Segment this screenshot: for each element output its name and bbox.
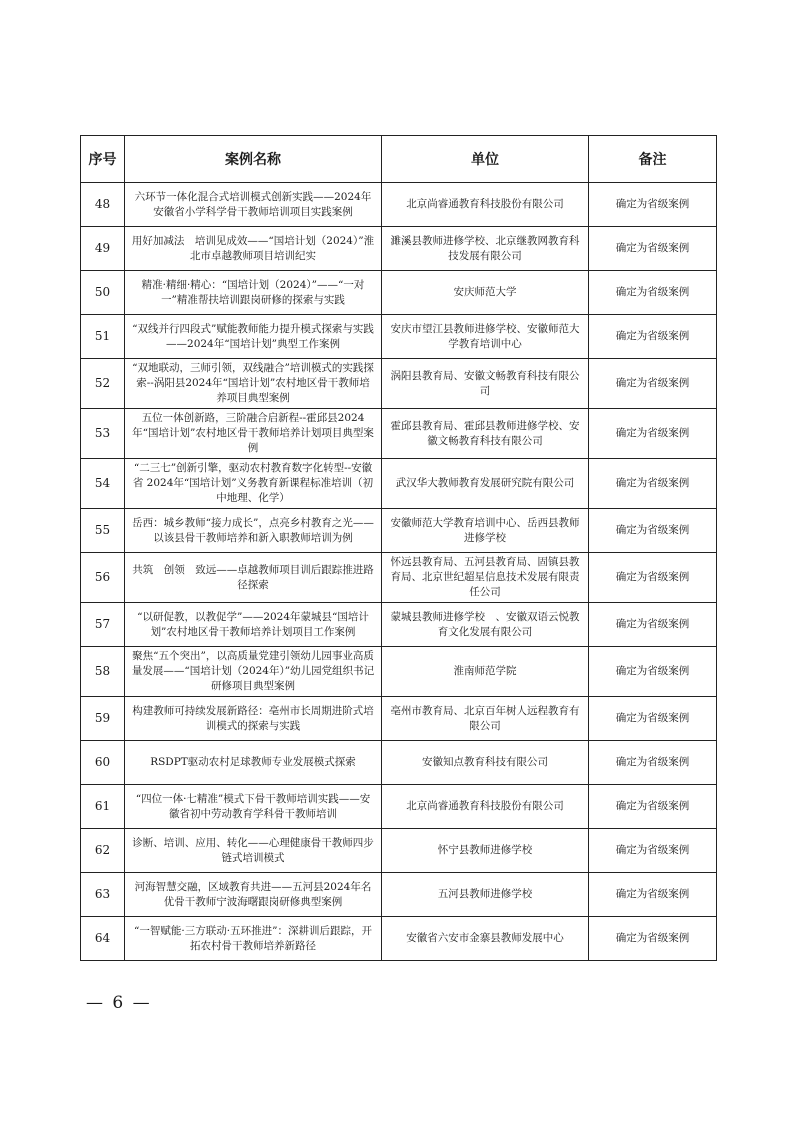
row-note: 确定为省级案例 bbox=[589, 359, 717, 409]
case-list-table-container bbox=[80, 135, 716, 961]
row-unit: 北京尚睿通教育科技股份有限公司 bbox=[382, 183, 589, 227]
row-case-name: “四位一体·七精准”模式下骨干教师培训实践——安徽省初中劳动教育学科骨干教师培训 bbox=[125, 785, 382, 829]
row-note: 确定为省级案例 bbox=[589, 873, 717, 917]
row-case-name: 用好加减法 培训见成效——“国培计划（2024）”淮北市卓越教师项目培训纪实 bbox=[125, 227, 382, 271]
row-note: 确定为省级案例 bbox=[589, 829, 717, 873]
table-row bbox=[81, 183, 717, 227]
row-unit: 北京尚睿通教育科技股份有限公司 bbox=[382, 785, 589, 829]
table-row bbox=[81, 315, 717, 359]
table-row bbox=[81, 647, 717, 697]
row-case-name: “双线并行四段式”赋能教师能力提升模式探索与实践——2024年“国培计划”典型工作案例 bbox=[125, 315, 382, 359]
row-seq: 64 bbox=[81, 917, 125, 961]
table-row bbox=[81, 509, 717, 553]
row-unit: 安庆市望江县教师进修学校、安徽师范大学教育培训中心 bbox=[382, 315, 589, 359]
table-row bbox=[81, 409, 717, 459]
row-unit: 亳州市教育局、北京百年树人远程教育有限公司 bbox=[382, 697, 589, 741]
row-case-name: 共筑 创领 致远——卓越教师项目训后跟踪推进路径探索 bbox=[125, 553, 382, 603]
row-note: 确定为省级案例 bbox=[589, 697, 717, 741]
table-row bbox=[81, 873, 717, 917]
row-seq: 51 bbox=[81, 315, 125, 359]
row-note: 确定为省级案例 bbox=[589, 183, 717, 227]
row-seq: 53 bbox=[81, 409, 125, 459]
row-seq: 49 bbox=[81, 227, 125, 271]
row-unit: 蒙城县教师进修学校 、安徽双语云悦教育文化发展有限公司 bbox=[382, 603, 589, 647]
row-note: 确定为省级案例 bbox=[589, 409, 717, 459]
row-note: 确定为省级案例 bbox=[589, 271, 717, 315]
row-case-name: 诊断、培训、应用、转化——心理健康骨干教师四步链式培训模式 bbox=[125, 829, 382, 873]
table-row bbox=[81, 697, 717, 741]
header-seq: 序号 bbox=[81, 136, 125, 183]
header-unit: 单位 bbox=[382, 136, 589, 183]
row-seq: 62 bbox=[81, 829, 125, 873]
table-row bbox=[81, 603, 717, 647]
row-case-name: RSDPT驱动农村足球教师专业发展模式探索 bbox=[125, 741, 382, 785]
row-unit: 淮南师范学院 bbox=[382, 647, 589, 697]
table-row bbox=[81, 459, 717, 509]
row-seq: 60 bbox=[81, 741, 125, 785]
row-note: 确定为省级案例 bbox=[589, 741, 717, 785]
row-note: 确定为省级案例 bbox=[589, 603, 717, 647]
row-case-name: “一智赋能·三方联动·五环推进”：深耕训后跟踪，开拓农村骨干教师培养新路径 bbox=[125, 917, 382, 961]
row-case-name: “双地联动，三师引领，双线融合”培训模式的实践探索--涡阳县2024年“国培计划”农村地区骨干教师培养项目典型案例 bbox=[125, 359, 382, 409]
row-case-name: 构建教师可持续发展新路径：亳州市长周期进阶式培训模式的探索与实践 bbox=[125, 697, 382, 741]
row-seq: 56 bbox=[81, 553, 125, 603]
row-seq: 50 bbox=[81, 271, 125, 315]
row-seq: 48 bbox=[81, 183, 125, 227]
table-header-row bbox=[81, 136, 717, 183]
row-unit: 怀远县教育局、五河县教育局、固镇县教育局、北京世纪超星信息技术发展有限责任公司 bbox=[382, 553, 589, 603]
row-note: 确定为省级案例 bbox=[589, 917, 717, 961]
table-row bbox=[81, 359, 717, 409]
header-case-name: 案例名称 bbox=[125, 136, 382, 183]
row-case-name: 六环节一体化混合式培训模式创新实践——2024年安徽省小学科学骨干教师培训项目实践案例 bbox=[125, 183, 382, 227]
row-note: 确定为省级案例 bbox=[589, 509, 717, 553]
row-case-name: “二三七”创新引擎，驱动农村教育数字化转型--安徽省 2024年“国培计划”义务教育新课程标准培训（初中地理、化学） bbox=[125, 459, 382, 509]
row-unit: 五河县教师进修学校 bbox=[382, 873, 589, 917]
row-unit: 安徽省六安市金寨县教师发展中心 bbox=[382, 917, 589, 961]
table-row bbox=[81, 785, 717, 829]
row-case-name: 聚焦“五个突出”，以高质量党建引领幼儿园事业高质量发展——“国培计划（2024年）”幼儿园党组织书记研修项目典型案例 bbox=[125, 647, 382, 697]
row-case-name: 河海智慧交融，区域教育共进——五河县2024年名优骨干教师宁波海曙跟岗研修典型案例 bbox=[125, 873, 382, 917]
row-note: 确定为省级案例 bbox=[589, 785, 717, 829]
row-note: 确定为省级案例 bbox=[589, 459, 717, 509]
row-seq: 61 bbox=[81, 785, 125, 829]
row-case-name: 岳西：城乡教师“接力成长”，点亮乡村教育之光——以该县骨干教师培养和新入职教师培训为例 bbox=[125, 509, 382, 553]
case-list-table bbox=[80, 135, 717, 961]
table-row bbox=[81, 917, 717, 961]
row-unit: 安庆师范大学 bbox=[382, 271, 589, 315]
row-note: 确定为省级案例 bbox=[589, 315, 717, 359]
row-note: 确定为省级案例 bbox=[589, 553, 717, 603]
row-seq: 52 bbox=[81, 359, 125, 409]
table-row bbox=[81, 271, 717, 315]
row-note: 确定为省级案例 bbox=[589, 227, 717, 271]
row-note: 确定为省级案例 bbox=[589, 647, 717, 697]
page-number: — 6 — bbox=[86, 993, 152, 1013]
row-seq: 58 bbox=[81, 647, 125, 697]
row-seq: 63 bbox=[81, 873, 125, 917]
row-unit: 安徽师范大学教育培训中心、岳西县教师进修学校 bbox=[382, 509, 589, 553]
table-row bbox=[81, 741, 717, 785]
row-unit: 武汉华大教师教育发展研究院有限公司 bbox=[382, 459, 589, 509]
row-unit: 怀宁县教师进修学校 bbox=[382, 829, 589, 873]
table-row bbox=[81, 227, 717, 271]
row-case-name: 五位一体创新路，三阶融合启新程--霍邱县2024年“国培计划”农村地区骨干教师培养计划项目典型案例 bbox=[125, 409, 382, 459]
row-unit: 涡阳县教育局、安徽文畅教育科技有限公司 bbox=[382, 359, 589, 409]
row-seq: 54 bbox=[81, 459, 125, 509]
row-seq: 55 bbox=[81, 509, 125, 553]
row-case-name: “以研促教，以教促学”——2024年蒙城县“国培计划”农村地区骨干教师培养计划项目工作案例 bbox=[125, 603, 382, 647]
row-unit: 安徽知点教育科技有限公司 bbox=[382, 741, 589, 785]
row-case-name: 精准·精细·精心：“国培计划（2024）”——“一对一”精准帮扶培训跟岗研修的探索与实践 bbox=[125, 271, 382, 315]
row-seq: 57 bbox=[81, 603, 125, 647]
table-row bbox=[81, 829, 717, 873]
row-unit: 霍邱县教育局、霍邱县教师进修学校、安徽文畅教育科技有限公司 bbox=[382, 409, 589, 459]
row-seq: 59 bbox=[81, 697, 125, 741]
row-unit: 濉溪县教师进修学校、北京继教网教育科技发展有限公司 bbox=[382, 227, 589, 271]
table-row bbox=[81, 553, 717, 603]
header-note: 备注 bbox=[589, 136, 717, 183]
